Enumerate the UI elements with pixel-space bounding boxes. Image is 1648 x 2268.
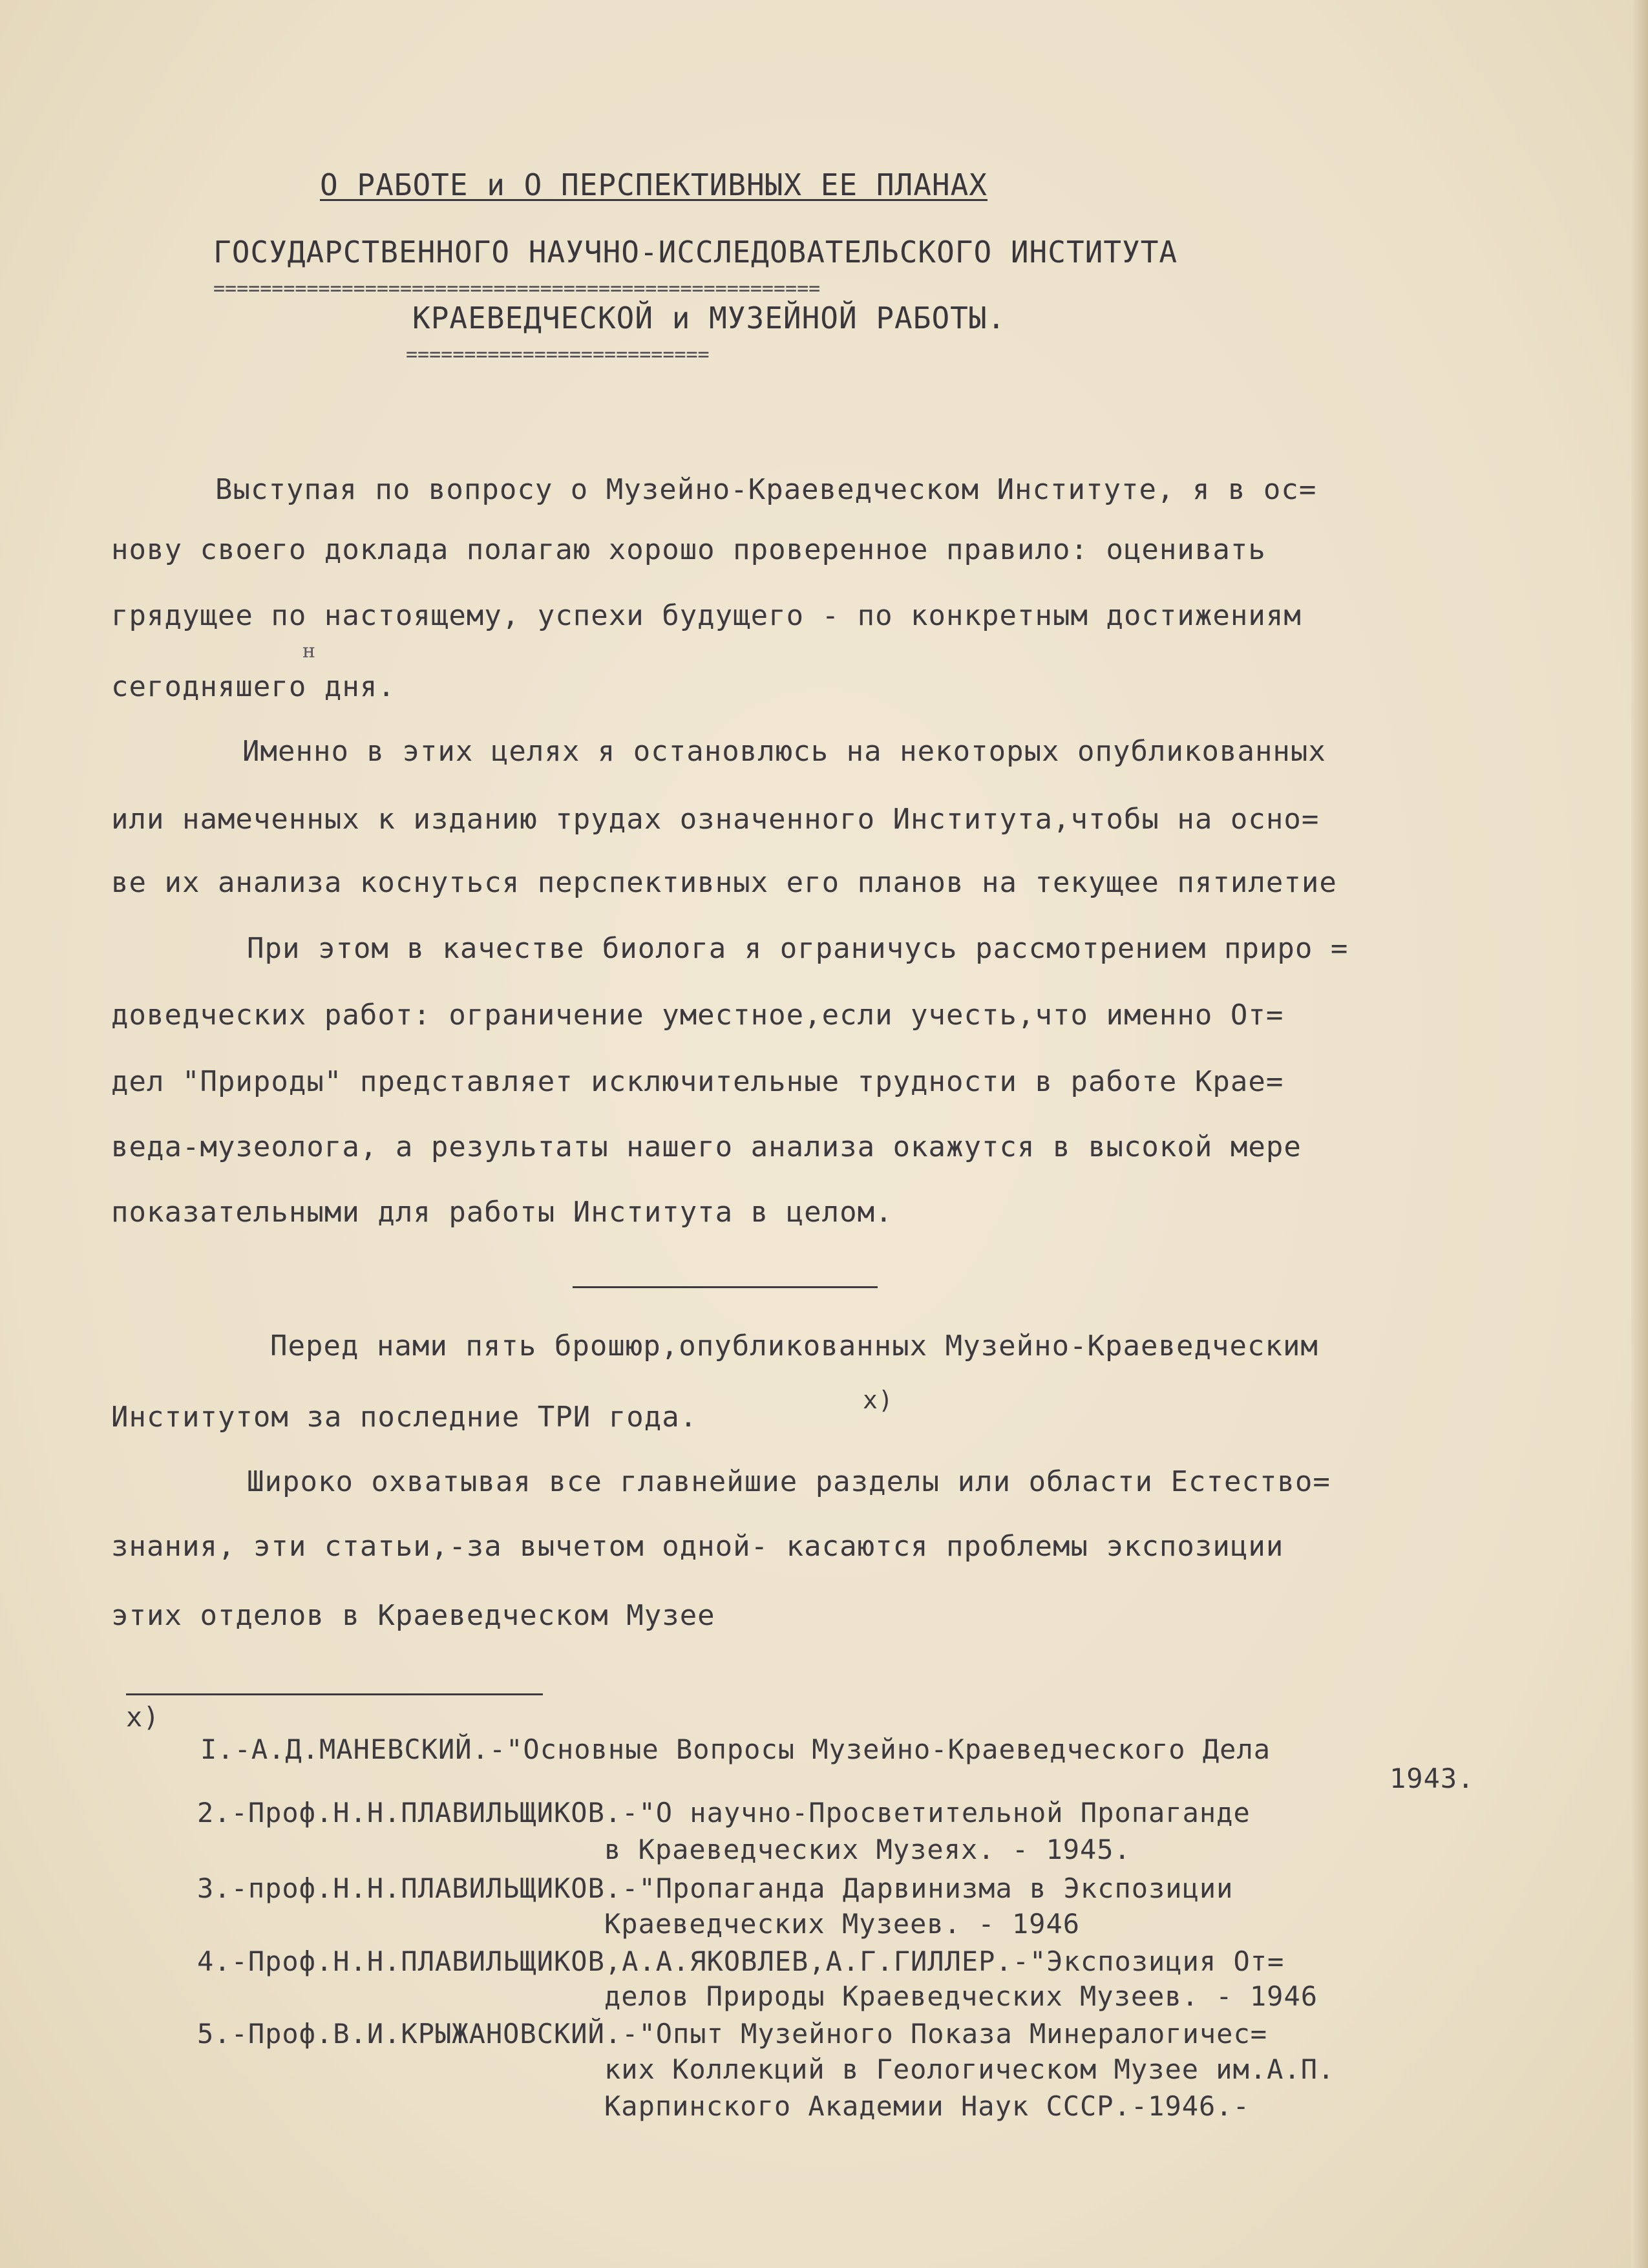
paper-edge bbox=[1631, 0, 1648, 2268]
paragraph-line: веда-музеолога, а результаты нашего анализа окажутся в высокой мере bbox=[111, 1130, 1302, 1163]
paragraph-line: дел "Природы" представляет исключительные трудности в работе Крае= bbox=[111, 1065, 1284, 1098]
footnote-item: Краеведческих Музеев. - 1946 bbox=[604, 1908, 1081, 1940]
footnote-item: 5.-Проф.В.И.КРЫЖАНОВСКИЙ.-"Опыт Музейного Показа Минералогичес= bbox=[197, 2018, 1268, 2050]
footnote-item: 3.-проф.Н.Н.ПЛАВИЛЬЩИКОВ.-"Пропаганда Дарвинизма в Экспозиции bbox=[197, 1872, 1234, 1904]
title-line-1: О РАБОТЕ и О ПЕРСПЕКТИВНЫХ ЕЕ ПЛАНАХ bbox=[320, 167, 988, 202]
paragraph-line: сегодняшего дня. bbox=[111, 670, 396, 703]
paragraph-line: Институтом за последние ТРИ года. bbox=[111, 1401, 698, 1434]
paragraph-line: Выступая по вопросу о Музейно-Краеведческом Институте, я в ос= bbox=[215, 473, 1317, 506]
title-line-3: КРАЕВЕДЧЕСКОЙ и МУЗЕЙНОЙ РАБОТЫ. bbox=[412, 301, 1006, 335]
paragraph-line: доведческих работ: ограничение уместное,если учесть,что именно От= bbox=[111, 999, 1284, 1032]
footnote-item: делов Природы Краеведческих Музеев. - 1946 bbox=[604, 1980, 1318, 2012]
paragraph-line: грядущее по настоящему, успехи будущего - по конкретным достижениям bbox=[111, 599, 1302, 632]
footnote-item: Карпинского Академии Наук СССР.-1946.- bbox=[604, 2090, 1250, 2122]
paragraph-line: Именно в этих целях я остановлюсь на некоторых опубликованных bbox=[242, 735, 1326, 768]
footnote-reference: x) bbox=[863, 1386, 894, 1414]
paragraph-line: показательными для работы Института в целом. bbox=[111, 1196, 893, 1229]
section-divider bbox=[573, 1286, 878, 1288]
paragraph-line: Перед нами пять брошюр,опубликованных Музейно-Краеведческим bbox=[270, 1330, 1318, 1362]
double-rule-1: ==================================================== bbox=[213, 277, 821, 300]
footnote-item: I.-А.Д.МАНЕВСКИЙ.-"Основные Вопросы Музейно-Краеведческого Дела bbox=[200, 1733, 1271, 1765]
footnote-item: ких Коллекций в Геологическом Музее им.А.П. bbox=[604, 2053, 1335, 2085]
footnote-item: 4.-Проф.Н.Н.ПЛАВИЛЬЩИКОВ,А.А.ЯКОВЛЕВ,А.Г.ГИЛЛЕР.-"Экспозиция От= bbox=[197, 1945, 1285, 1977]
paragraph-line: ве их анализа коснуться перспективных его планов на текущее пятилетие bbox=[111, 866, 1337, 899]
paragraph-line: знания, эти статьи,-за вычетом одной- касаются проблемы экспозиции bbox=[111, 1530, 1284, 1563]
handwritten-correction: н bbox=[302, 640, 315, 662]
footnote-separator bbox=[126, 1693, 543, 1695]
paragraph-line: нову своего доклада полагаю хорошо проверенное правило: оценивать bbox=[111, 533, 1266, 566]
paragraph-line: или намеченных к изданию трудах означенного Института,чтобы на осно= bbox=[111, 803, 1320, 836]
footnote-item: в Краеведческих Музеях. - 1945. bbox=[604, 1834, 1131, 1865]
footnote-item: 1943. bbox=[1389, 1763, 1475, 1794]
title-line-2: ГОСУДАРСТВЕННОГО НАУЧНО-ИССЛЕДОВАТЕЛЬСКОГО ИНСТИТУТА bbox=[213, 235, 1178, 270]
footnote-item: 2.-Проф.Н.Н.ПЛАВИЛЬЩИКОВ.-"О научно-Просветительной Пропаганде bbox=[197, 1797, 1251, 1828]
paragraph-line: При этом в качестве биолога я ограничусь рассмотрением приро = bbox=[247, 932, 1349, 965]
paragraph-line: этих отделов в Краеведческом Музее bbox=[111, 1599, 715, 1632]
paragraph-line: Широко охватывая все главнейшие разделы или области Естество= bbox=[247, 1465, 1331, 1498]
footnote-mark: x) bbox=[126, 1701, 160, 1733]
double-rule-2: ========================== bbox=[406, 343, 710, 366]
